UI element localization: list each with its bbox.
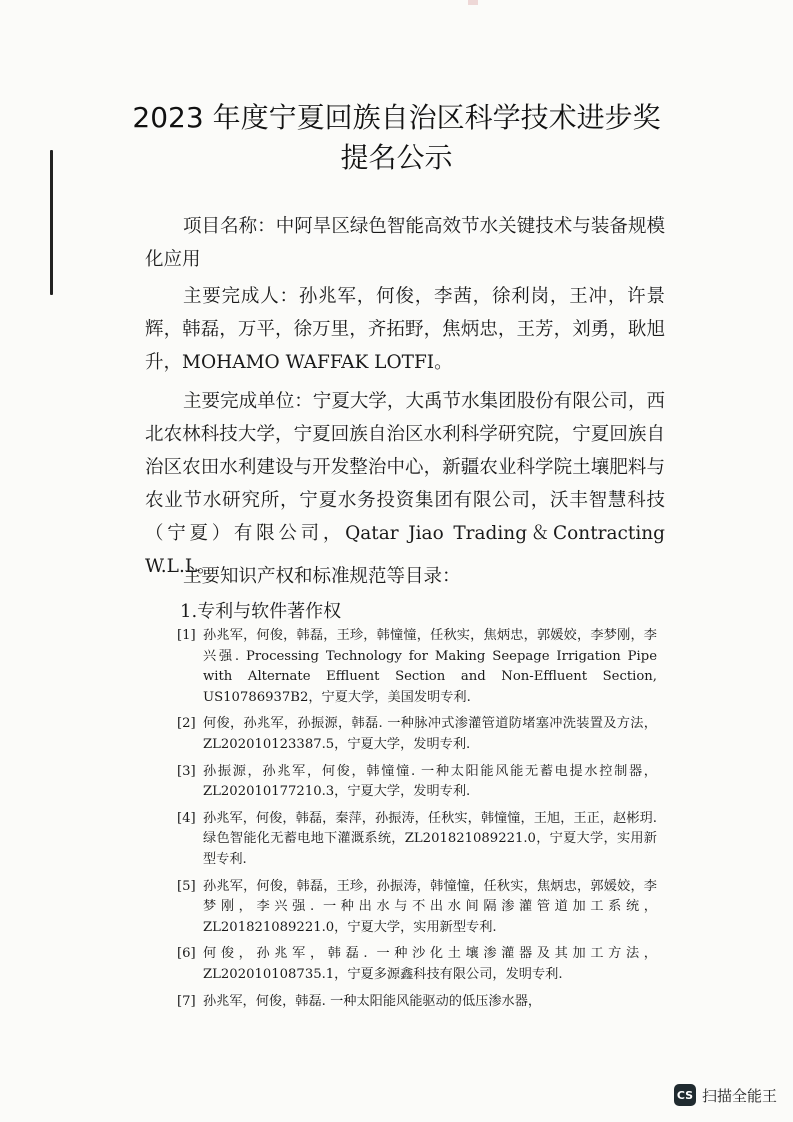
reference-item bbox=[177, 762, 657, 803]
reference-number: [2] bbox=[177, 716, 196, 732]
reference-item bbox=[177, 992, 657, 1013]
reference-text: 何俊，孙兆军，孙振源，韩磊. 一种脉冲式渗灌管道防堵塞冲洗装置及方法，ZL202010123387.5，宁夏大学，发明专利. bbox=[203, 716, 657, 752]
scanner-app-name: 扫描全能王 bbox=[701, 1086, 777, 1105]
reference-item bbox=[177, 714, 657, 755]
project-name: 项目名称：中阿旱区绿色智能高效节水关键技术与装备规模化应用 bbox=[145, 216, 665, 270]
reference-number: [5] bbox=[177, 878, 196, 894]
page-title: 2023 年度宁夏回族自治区科学技术进步奖 bbox=[132, 101, 661, 134]
ip-heading: 主要知识产权和标准规范等目录： bbox=[183, 566, 461, 587]
reference-number: [6] bbox=[177, 946, 196, 962]
reference-text: 孙振源，孙兆军，何俊，韩憧憧. 一种太阳能风能无蓄电提水控制器，ZL202010177210.3，宁夏大学，发明专利. bbox=[203, 763, 657, 800]
reference-text: 孙兆军，何俊，韩磊，秦萍，孙振涛，任秋实，韩憧憧，王旭，王正，赵彬玥. 绿色智能化无蓄电地下灌溉系统，ZL201821089221.0，宁夏大学，实用新型专利. bbox=[203, 810, 657, 867]
reference-text: 孙兆军，何俊，韩磊. 一种太阳能风能驱动的低压渗水器， bbox=[203, 993, 542, 1009]
reference-text: 孙兆军，何俊，韩磊，王珍，韩憧憧，任秋实，焦炳忠，郭媛姣，李梦刚，李兴强. Processing Technology for Making Seepage Irrigation Pipe with Alternate Effluent Section and Non-Effluent Section, US10786937B2，宁夏大学，美国发明专利. bbox=[203, 628, 657, 705]
reference-list bbox=[177, 626, 657, 1018]
scan-artifact-mark bbox=[468, 0, 478, 5]
section-heading-patents: 1.专利与软件著作权 bbox=[180, 601, 342, 622]
page-subtitle: 提名公示 bbox=[340, 141, 453, 174]
reference-item bbox=[177, 809, 657, 871]
reference-item bbox=[177, 877, 657, 939]
camscanner-logo-icon: CS bbox=[674, 1084, 696, 1106]
reference-text: 何俊，孙兆军，韩磊. 一种沙化土壤渗灌器及其加工方法，ZL202010108735.1，宁夏多源鑫科技有限公司，发明专利. bbox=[203, 946, 657, 982]
main-units: 主要完成单位：宁夏大学，大禹节水集团股份有限公司，西北农林科技大学，宁夏回族自治区水利科学研究院，宁夏回族自治区农田水利建设与开发整治中心，新疆农业科学院土壤肥料与农业节水研究所，宁夏水务投资集团有限公司，沃丰智慧科技（宁夏）有限公司，Qatar Jiao Trading＆Contracting W.L.L。 bbox=[145, 391, 665, 577]
reference-number: [1] bbox=[177, 628, 196, 643]
reference-number: [3] bbox=[177, 763, 196, 779]
reference-number: [7] bbox=[177, 993, 196, 1009]
main-people: 主要完成人：孙兆军，何俊，李茜，徐利岗，王冲，许景辉，韩磊，万平，徐万里，齐拓野，焦炳忠，王芳，刘勇，耿旭升，MOHAMO WAFFAK LOTFI。 bbox=[145, 286, 665, 373]
reference-item bbox=[177, 944, 657, 985]
scanner-watermark bbox=[674, 1084, 777, 1106]
reference-number: [4] bbox=[177, 810, 196, 826]
reference-item bbox=[177, 626, 657, 708]
reference-text: 孙兆军，何俊，韩磊，王珍，孙振涛，韩憧憧，任秋实，焦炳忠，郭媛姣，李梦刚，李兴强. 一种出水与不出水间隔渗灌管道加工系统，ZL201821089221.0，宁夏大学，实用新型专利. bbox=[203, 878, 657, 935]
